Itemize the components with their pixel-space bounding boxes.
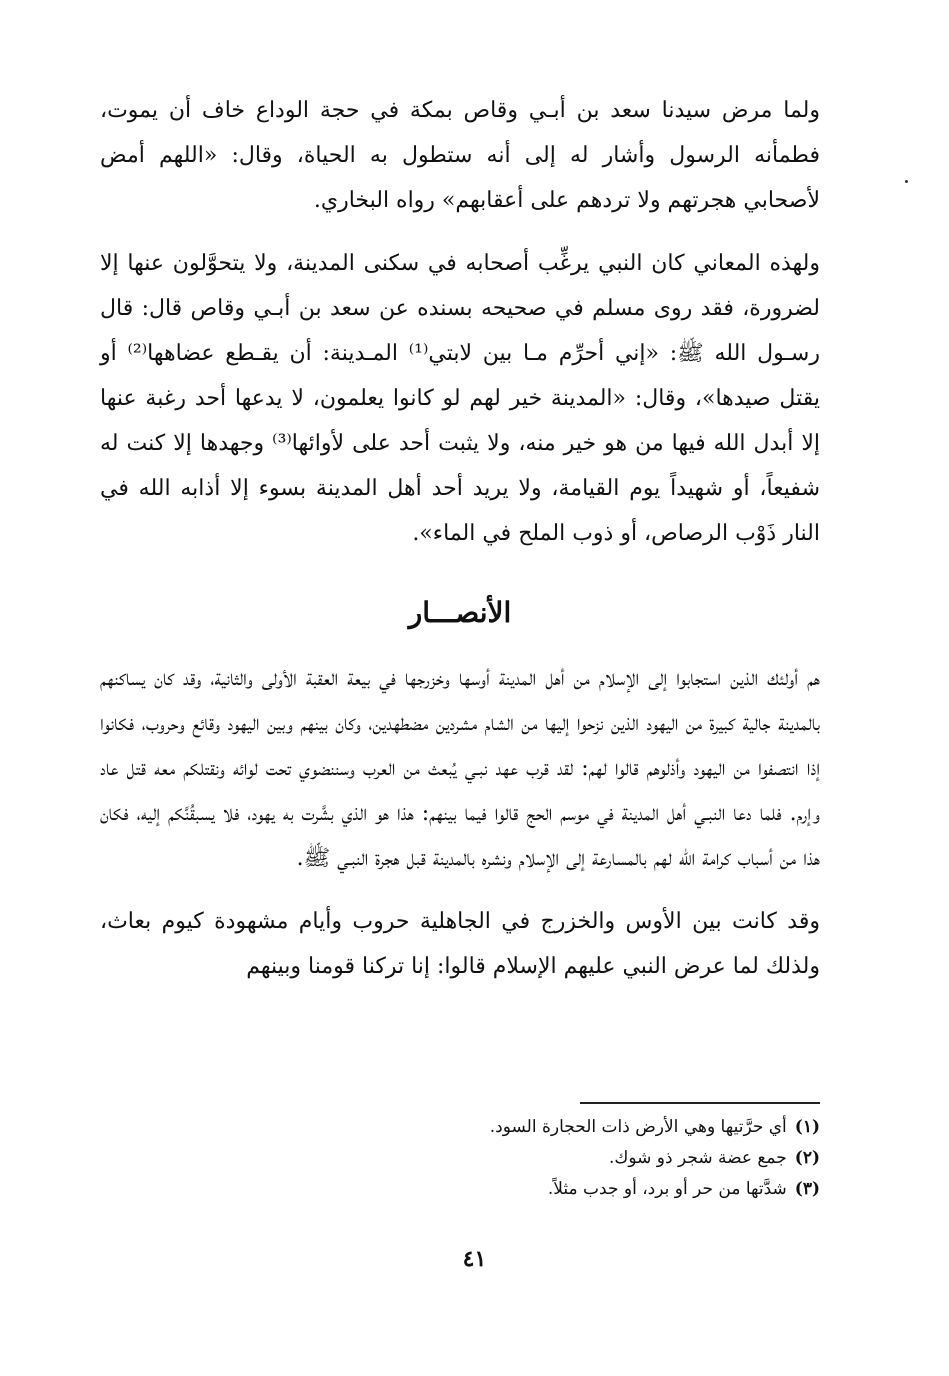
footnote-text: شدَّتها من حر أو برد، أو جدب مثلاً. bbox=[547, 1179, 787, 1199]
footnote-divider bbox=[580, 1102, 820, 1104]
scan-speck bbox=[905, 180, 908, 183]
footnote-number: (٣) bbox=[794, 1179, 820, 1199]
footnote-text: جمع عضة شجر ذو شوك. bbox=[608, 1148, 787, 1168]
paragraph-gap bbox=[100, 223, 820, 241]
footnote-number: (٢) bbox=[794, 1148, 820, 1168]
footnote-item bbox=[100, 1143, 820, 1174]
page-number: ٤١ bbox=[462, 1246, 487, 1272]
footnotes bbox=[100, 1112, 820, 1205]
section-heading: الأنصـــار bbox=[408, 596, 512, 629]
footnote-item bbox=[100, 1112, 820, 1143]
paragraph-gap bbox=[100, 881, 820, 899]
paragraph-saad-illness: ولما مرض سيدنا سعد بن أبـي وقاص بمكة في حجة الوداع خاف أن يموت، فطمأنه الرسول وأشار له إلى أنه ستطول به الحياة، وقال: «اللهم أمض لأصحابي هجرتهم ولا تردهم على أعقابهم» رواه البخاري. bbox=[100, 98, 820, 213]
paragraph-madina-virtues: ولهذه المعاني كان النبي يرغِّب أصحابه في سكنى المدينة، ولا يتحوَّلون عنها إلا لضرورة، فقد روى مسلم في صحيحه بسنده عن سعد بن أبـي وقاص قال: قال رسـول الله ﷺ: «إني أحرِّم مـا بين لابتي⁽¹⁾ المـدينة: أن يقـطع عضاهها⁽²⁾ أو يقتل صيدها»، وقال: «المدينة خير لهم لو كانوا يعلمون، لا يدعها أحد رغبة عنها إلا أبدل الله فيها من هو خير منه، ولا يثبت أحد على لأوائها⁽³⁾ وجهدها إلا كنت له شفيعاً، أو شهيداً يوم القيامة، ولا يريد أحد أهل المدينة بسوء إلا أذابه الله في النار ذَوْب الرصاص، أو ذوب الملح في الماء». bbox=[100, 251, 820, 546]
paragraph-ansar-intro: هم أولئك الذين استجابوا إلى الإسلام من أهل المدينة أوسها وخزرجها في بيعة العقبة الأولى والثانية، وقد كان يساكنهم بالمدينة جالية كبيرة من اليهود الذين نزحوا إليها من الشام مشردين مضطهدين، وكان بينهم وبين اليهود وقائع وحروب، فكانوا إذا انتصفوا من اليهود وأذلوهم قالوا لهم: لقد قرب عهد نبـي يُبعث من العرب وسننضوي تحت لوائه ونقتلكم معه قتل عاد وإرم. فلما دعا النبـي أهل المدينة في موسم الحج قالوا فيما بينهم: هذا هو الذي بشَّرت به يهود، فلا يسبقُنَّكم إليه، فكان هذا من أسباب كرامة الله لهم بالمسارعة إلى الإسلام ونشره بالمدينة قبل هجرة النبـي ﷺ. bbox=[100, 666, 820, 871]
paragraph-aws-khazraj: وقد كانت بين الأوس والخزرج في الجاهلية حروب وأيام مشهودة كيوم بعاث، ولذلك لما عرض النبي عليهم الإسلام قالوا: إنا تركنا قومنا وبينهم bbox=[100, 909, 820, 979]
footnote-number: (١) bbox=[794, 1117, 820, 1137]
footnote-text: أي حرَّتيها وهي الأرض ذات الحجارة السود. bbox=[489, 1117, 787, 1137]
page-body bbox=[100, 88, 820, 989]
footnote-item bbox=[100, 1174, 820, 1205]
